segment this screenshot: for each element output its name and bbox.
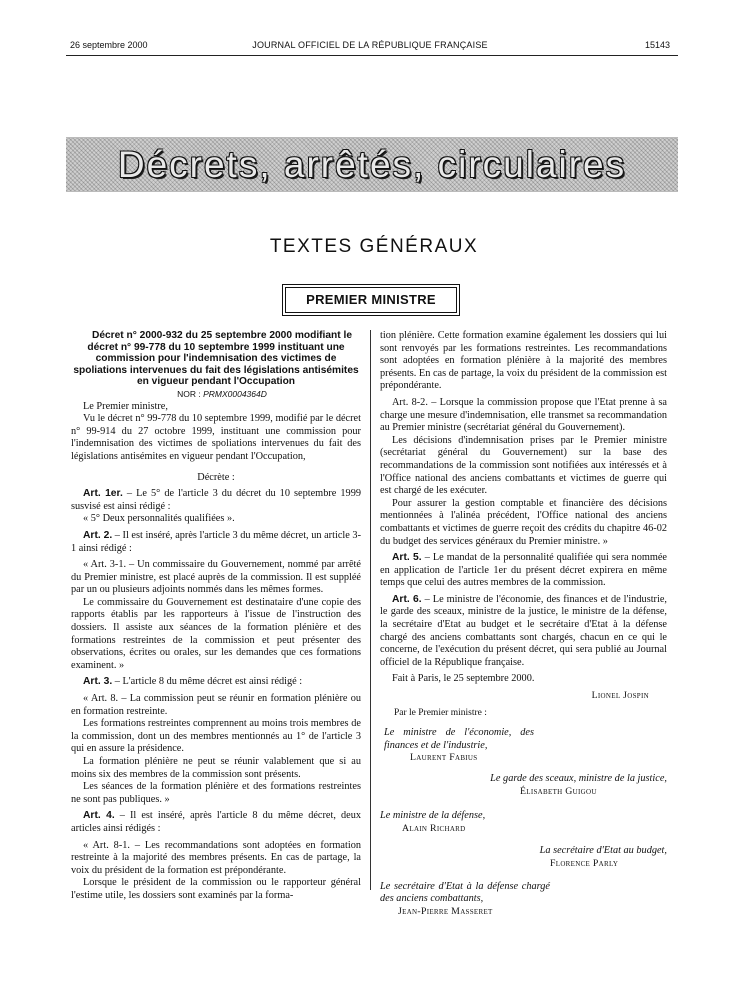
article-4-para-2: Lorsque le président de la commission ou le rapporteur général l'estime utile, les dossiers sont examinés par la forma- [71,877,361,901]
decrete: Décrète : [197,471,235,483]
article-2-para-1: « Art. 3-1. – Un commissaire du Gouvernement, nommé par arrêté du Premier ministre, est placé auprès de la commission. Il est suppléé par un ou plusieurs adjoints nommés dans les mêmes formes. [71,559,361,596]
nor-code: PRMX0004364D [203,388,267,399]
section-title: TEXTES GÉNÉRAUX [269,236,479,257]
name-justice: Élisabeth Guigou [520,785,597,797]
name-anciens-combattants: Jean-Pierre Masseret [398,905,493,917]
continued-para: tion plénière. Cette formation examine également les dossiers qui lui sont renvoyés par les formations restreintes. Les recommandations sont adoptées en formation plénière à la majorité des membres présents. En cas de partage, la voix du président de la commission est prépondérante. [380,330,667,392]
article-2: Art. 2. – Il est inséré, après l'article 3 du même décret, un article 3-1 ainsi rédigé : [71,529,361,554]
article-2-para-2: Le commissaire du Gouvernement est destinataire d'une copie des rapports établis par les rapporteurs à l'issue de l'instruction des dossiers. Il assiste aux séances de la formation plénière et des formations restreintes de la commission et peut présenter des observations, écrites ou orales, sur les demandes que ces formations examinent. » [71,596,361,671]
journal-title: JOURNAL OFFICIEL DE LA RÉPUBLIQUE FRANÇAISE [252,40,488,50]
nor-reference [71,388,361,401]
nor-label: NOR : [177,388,204,399]
article-3-para-3: La formation plénière ne peut se réunir valablement que si au moins six des membres de la commission sont présents. [71,756,361,780]
role-anciens-combattants: Le secrétaire d'Etat à la défense chargé des anciens combattants, [380,880,550,905]
left-column [71,330,361,903]
article-3-para-1: « Art. 8. – La commission peut se réunir en formation plénière ou en formation restreinte. [71,693,361,717]
header-date: 26 septembre 2000 [70,40,148,50]
indemnisation-decisions: Les décisions d'indemnisation prises par le Premier ministre (secrétariat général du Gouvernement) sur la base des recommandations de la commission sont notifiées aux intéressés et à l'Office national des anciens combattants et victimes de guerre qui est chargé de les exécuter. [380,434,667,497]
budget-management: Pour assurer la gestion comptable et financière des décisions mentionnées à l'alinéa précédent, l'Office national des anciens combattants et victimes de guerre reçoit des crédits du chapitre 46-02 du budget des services généraux du Premier ministre. » [380,497,667,547]
article-5-label: Art. 5. [392,552,422,564]
article-3: Art. 3. – L'article 8 du même décret est ainsi rédigé : [83,676,303,688]
intro-line-2: Vu le décret n° 99-778 du 10 septembre 1999, modifié par le décret n° 99-914 du 27 octobre 1999, instituant une commission pour l'indemnisation des victimes de spoliations intervenues du fait des législations antisémites en vigueur pendant l'Occupation, [71,413,361,462]
article-3-para-2: Les formations restreintes comprennent au moins trois membres de la commission, dont un des membres mentionnés au 1° de l'article 3 qui en assure la présidence. [71,718,361,755]
role-budget: La secrétaire d'Etat au budget, [539,845,667,857]
article-1-label: Art. 1er. [83,488,123,500]
article-6-label: Art. 6. [392,593,422,605]
article-1-quote: « 5° Deux personnalités qualifiées ». [83,513,235,525]
role-economie: Le ministre de l'économie, des finances et de l'industrie, [384,727,534,751]
page-number: 15143 [644,40,670,50]
name-budget: Florence Parly [550,857,619,869]
banner-title: Décrets, arrêtés, circulaires [117,144,627,185]
fait-a-paris: Fait à Paris, le 25 septembre 2000. [392,673,535,685]
column-divider [370,330,371,890]
role-defense: Le ministre de la défense, [380,810,486,822]
article-3-label: Art. 3. [83,676,113,688]
name-defense: Alain Richard [402,822,466,834]
page-header [70,40,670,54]
intro-line-1: Le Premier ministre, [83,400,168,412]
article-4-para-1: « Art. 8-1. – Les recommandations sont adoptées en formation restreinte à la majorité des membres présents. En cas de partage, la voix du président de la formation est prépondérante. [71,839,361,876]
rubric-banner [66,137,678,192]
decree-title: Décret n° 2000-932 du 25 septembre 2000 modifiant le décret n° 99-778 du 10 septembre 1999 instituant une commission pour l'indemnisation des victimes de spoliations intervenues du fait des législations antisémites en vigueur pendant l'Occupation [73,330,359,388]
article-4: Art. 4. – Il est inséré, après l'article 8 du même décret, deux articles ainsi rédigés : [71,810,362,834]
signer-prime-minister: Lionel Jospin [591,690,649,702]
article-1: Art. 1er. – Le 5° de l'article 3 du décret du 10 septembre 1999 susvisé est ainsi rédigé : [71,488,361,512]
header-rule [66,55,678,56]
name-economie: Laurent Fabius [410,752,478,764]
role-justice: Le garde des sceaux, ministre de la justice, [490,773,667,784]
right-column [380,330,667,918]
article-2-label: Art. 2. [83,529,113,541]
article-4-label: Art. 4. [83,810,115,822]
article-3-para-4: Les séances de la formation plénière et des formations restreintes ne sont pas publiques. » [71,781,361,805]
article-8-2: Art. 8-2. – Lorsque la commission propose que l'Etat prenne à sa charge une mesure d'indemnisation, elle transmet sa recommandation au Premier ministre (secrétariat général du Gouvernement). [380,396,667,434]
article-5: Art. 5. – Le mandat de la personnalité qualifiée qui sera nommée en application de l'article 1er du présent décret expirera en même temps que celui des autres membres de la commission. [380,552,667,589]
ministry-box: PREMIER MINISTRE [285,287,457,313]
par-le-premier-ministre: Par le Premier ministre : [394,707,487,718]
article-6: Art. 6. – Le ministre de l'économie, des finances et de l'industrie, le garde des sceaux, ministre de la justice, le ministre de la défense, la secrétaire d'Etat au budget et le secrétaire d'Etat à la défense chargé des anciens combattants sont chargés, chacun en ce qui le concerne, de l'exécution du présent décret, qui sera publié au Journal officiel de la République française. [380,593,667,668]
